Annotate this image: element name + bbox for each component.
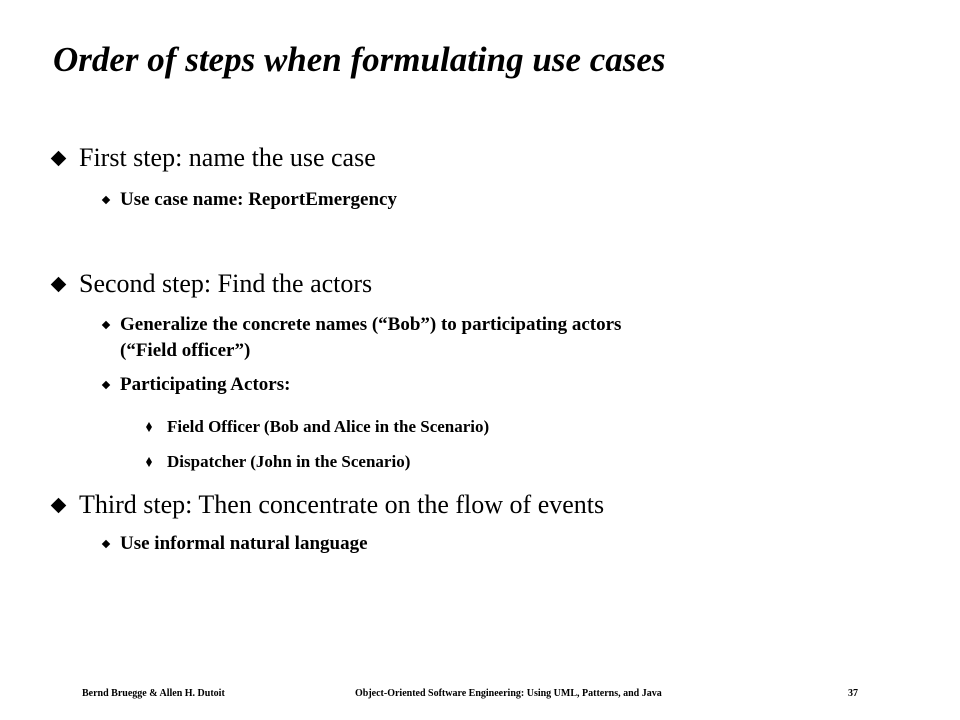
diamond-bullet-icon <box>51 277 67 293</box>
slide-title: Order of steps when formulating use cases <box>53 40 666 79</box>
small-diamond-bullet-icon <box>102 321 110 329</box>
sub-bullet-generalize-line2: (“Field officer”) <box>120 340 251 361</box>
bullet-first-step: First step: name the use case <box>79 143 376 172</box>
footer-book-title: Object-Oriented Software Engineering: Using UML, Patterns, and Java <box>355 688 662 699</box>
tiny-diamond-bullet-icon <box>146 422 152 432</box>
sub-sub-bullet-field-officer: Field Officer (Bob and Alice in the Scenario) <box>167 417 490 436</box>
sub-bullet-use-case-name: Use case name: ReportEmergency <box>120 189 397 210</box>
footer-page-number: 37 <box>848 688 858 699</box>
small-diamond-bullet-icon <box>102 196 110 204</box>
sub-sub-bullet-dispatcher: Dispatcher (John in the Scenario) <box>167 452 411 471</box>
sub-bullet-generalize-line1: Generalize the concrete names (“Bob”) to participating actors <box>120 314 622 335</box>
bullet-third-step: Third step: Then concentrate on the flow of events <box>79 490 605 519</box>
diamond-bullet-icon <box>51 498 67 514</box>
small-diamond-bullet-icon <box>102 540 110 548</box>
sub-bullet-participating-actors: Participating Actors: <box>120 374 291 395</box>
diamond-bullet-icon <box>51 151 67 167</box>
sub-bullet-informal-language: Use informal natural language <box>120 533 368 554</box>
bullet-second-step: Second step: Find the actors <box>79 269 373 298</box>
small-diamond-bullet-icon <box>102 381 110 389</box>
tiny-diamond-bullet-icon <box>146 457 152 467</box>
footer-authors: Bernd Bruegge & Allen H. Dutoit <box>82 688 225 699</box>
